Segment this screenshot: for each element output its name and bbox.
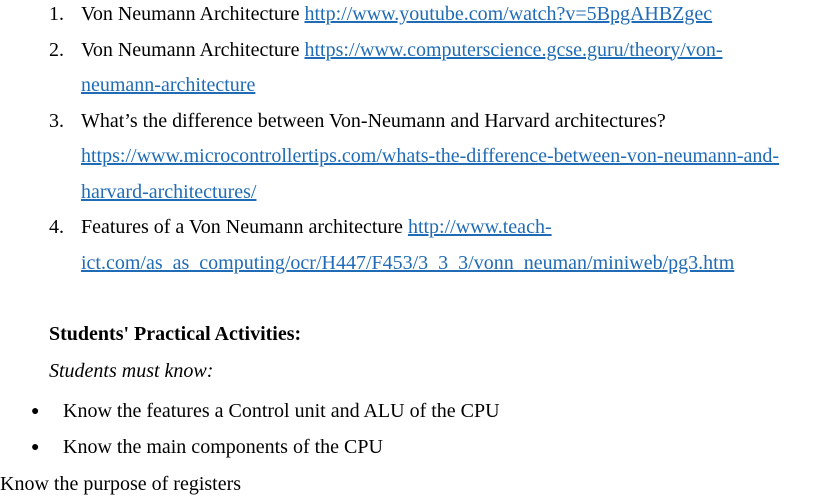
bullet-icon: ● bbox=[31, 404, 40, 419]
reference-title: Von Neumann Architecture bbox=[81, 38, 305, 61]
reference-number: 3. bbox=[49, 109, 64, 132]
reference-number: 1. bbox=[49, 3, 64, 25]
reference-item-3 bbox=[0, 104, 781, 211]
section-subheading: Students must know: bbox=[49, 360, 214, 382]
reference-link-2[interactable]: https://www.computerscience.gcse.guru/theory/von-neumann-architecture bbox=[81, 38, 723, 96]
reference-link-4[interactable]: http://www.teach-ict.com/as_as_computing/ocr/H447/F453/3_3_3/vonn_neuman/miniweb/pg3.htm bbox=[81, 216, 735, 274]
reference-title: Features of a Von Neumann architecture bbox=[81, 216, 408, 238]
reference-link-3[interactable]: https://www.microcontrollertips.com/whats-the-difference-between-von-neumann-and-harvard-architectures/ bbox=[81, 145, 780, 203]
reference-item-4 bbox=[0, 210, 781, 281]
reference-number: 2. bbox=[49, 38, 64, 61]
section-heading: Students' Practical Activities: bbox=[49, 323, 302, 345]
reference-number: 4. bbox=[49, 216, 64, 238]
reference-item-1 bbox=[0, 0, 781, 33]
bullet-text: Know the main components of the CPU bbox=[63, 436, 383, 458]
reference-item-2 bbox=[0, 33, 781, 104]
reference-title: What’s the difference between Von-Neumann and Harvard architectures? bbox=[81, 109, 666, 132]
trailing-text-line: Know the purpose of registers bbox=[0, 473, 242, 495]
bullet-icon: ● bbox=[31, 440, 40, 455]
bullet-text: Know the features a Control unit and ALU of the CPU bbox=[63, 400, 500, 422]
reference-link-1[interactable]: http://www.youtube.com/watch?v=5BpgAHBZgec bbox=[304, 3, 713, 25]
reference-title: Von Neumann Architecture bbox=[81, 3, 305, 25]
